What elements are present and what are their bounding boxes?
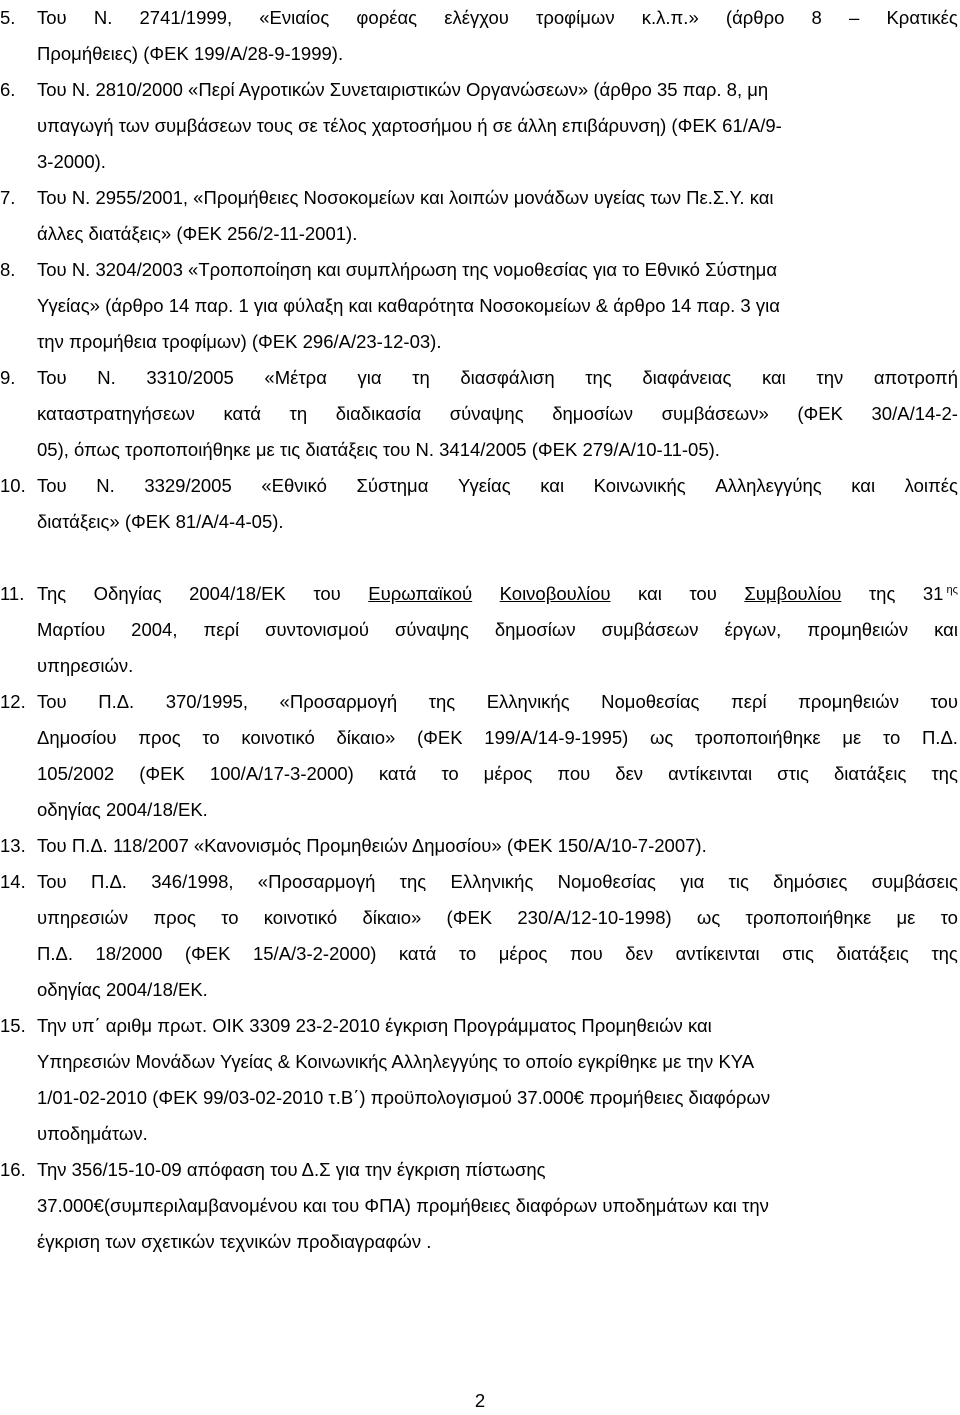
text-line: την προμήθεια τροφίμων) (ΦΕΚ 296/Α/23-12-03).	[37, 331, 442, 352]
word: συμβάσεων	[601, 619, 699, 640]
item-number: 14.	[0, 871, 26, 892]
word: Μαρτίου	[37, 619, 106, 640]
word: το	[458, 943, 477, 964]
text-line	[37, 396, 958, 432]
word: του	[689, 583, 717, 604]
list-item	[0, 360, 958, 468]
word: και	[761, 367, 786, 388]
word: 346/1998,	[151, 871, 234, 892]
word: της	[931, 763, 958, 784]
item-text	[37, 180, 958, 252]
word: 2741/1999,	[139, 7, 233, 28]
word: για	[680, 871, 705, 892]
word: προς	[153, 907, 196, 928]
word: με	[896, 907, 916, 928]
word: «Μέτρα	[264, 367, 327, 388]
word: διατάξεις	[833, 763, 907, 784]
word: το	[940, 907, 958, 928]
word: της	[585, 367, 612, 388]
word: τροποποιήθηκε	[745, 907, 872, 928]
text-line: 05), όπως τροποποιήθηκε με τις διατάξεις του Ν. 3414/2005 (ΦΕΚ 279/Α/10-11-05).	[37, 439, 720, 460]
text-line: Του Ν. 2810/2000 «Περί Αγροτικών Συνεταιριστικών Οργανώσεων» (άρθρο 35 παρ. 8, μη	[37, 79, 769, 100]
text-line	[37, 360, 958, 396]
text-line	[37, 720, 958, 756]
text-line: υπαγωγή των συμβάσεων τους σε τέλος χαρτοσήμου ή σε άλλη επιβάρυνση) (ΦΕΚ 61/Α/9-	[37, 115, 782, 136]
word: κοινοτικό	[263, 907, 338, 928]
list-item	[0, 576, 958, 684]
item-number: 7.	[0, 187, 16, 208]
item-number: 5.	[0, 7, 16, 28]
word: τροφίμων	[536, 7, 615, 28]
word: κ.λ.π.»	[641, 7, 699, 28]
word: Π.Δ.	[98, 691, 135, 712]
word: Κοινωνικής	[593, 475, 686, 496]
word: –	[849, 7, 860, 28]
item-text	[37, 1008, 958, 1152]
text-line: οδηγίας 2004/18/ΕΚ.	[37, 799, 208, 820]
word: διατάξεις	[836, 943, 909, 964]
word: «Εθνικό	[261, 475, 327, 496]
item-text	[37, 684, 958, 828]
word: τη	[412, 367, 430, 388]
word: 105/2002	[37, 763, 115, 784]
text-line: Του Π.Δ. 118/2007 «Κανονισμός Προμηθειών Δημοσίου» (ΦΕΚ 150/Α/10-7-2007).	[37, 835, 707, 856]
word: δημοσίων	[552, 403, 633, 424]
word: το	[221, 907, 239, 928]
word: 18/2000	[95, 943, 163, 964]
word: υπηρεσιών	[37, 907, 129, 928]
text-line	[37, 576, 958, 612]
list-item	[0, 180, 958, 252]
word: και	[851, 475, 876, 496]
word: Συμβουλίου	[744, 583, 842, 604]
text-line: οδηγίας 2004/18/ΕΚ.	[37, 979, 208, 1000]
word: διαφάνειας	[642, 367, 732, 388]
word: αντίκεινται	[668, 763, 753, 784]
text-line: Του Ν. 2955/2001, «Προμήθειες Νοσοκομείων και λοιπών μονάδων υγείας των Πε.Σ.Υ. και	[37, 187, 774, 208]
word: «Προσαρμογή	[257, 871, 376, 892]
word: Νομοθεσίας	[557, 871, 656, 892]
word: (άρθρο	[725, 7, 785, 28]
word: 15/Α/3-2-2000)	[252, 943, 377, 964]
word: και	[934, 619, 958, 640]
word: 30/Α/14-2-	[871, 403, 958, 424]
text-line: 1/01-02-2010 (ΦΕΚ 99/03-02-2010 τ.Β΄) προϋπολογισμού 37.000€ προμήθειες διαφόρων	[37, 1087, 771, 1108]
text-line: υποδημάτων.	[37, 1123, 148, 1144]
word: κατά	[398, 943, 437, 964]
word: στις	[777, 763, 809, 784]
text-line: Υγείας» (άρθρο 14 παρ. 1 για φύλαξη και καθαρότητα Νοσοκομείων & άρθρο 14 παρ. 3 για	[37, 295, 780, 316]
item-number: 16.	[0, 1159, 26, 1180]
word: περί	[203, 619, 240, 640]
word: κατά	[223, 403, 261, 424]
word: προς	[138, 727, 181, 748]
item-text	[37, 252, 958, 360]
text-line: Του Ν. 3204/2003 «Τροποποίηση και συμπλήρωση της νομοθεσίας για το Εθνικό Σύστημα	[37, 259, 778, 280]
item-number: 13.	[0, 835, 26, 856]
word: Σύστημα	[356, 475, 429, 496]
word: δεν	[615, 763, 644, 784]
word: «Ενιαίος	[259, 7, 330, 28]
word: Του	[37, 871, 67, 892]
list-item	[0, 72, 958, 180]
word: τη	[289, 403, 308, 424]
word: και	[638, 583, 662, 604]
page-number: 2	[474, 1390, 486, 1411]
word: την	[816, 367, 844, 388]
word: προμηθειών	[798, 691, 899, 712]
word: στις	[782, 943, 814, 964]
word: σύναψης	[395, 619, 469, 640]
word: Του	[37, 475, 67, 496]
word: 3310/2005	[146, 367, 234, 388]
word: αποτροπή	[873, 367, 958, 388]
item-number: 6.	[0, 79, 16, 100]
item-text	[37, 468, 958, 540]
item-number: 15.	[0, 1015, 26, 1036]
word: με	[842, 727, 862, 748]
word: 2004,	[131, 619, 178, 640]
text-line: 37.000€(συμπεριλαμβανομένου και του ΦΠΑ) προμήθειες διαφόρων υποδημάτων και την	[37, 1195, 769, 1216]
word: 31 $^{\eta\varsigma}$	[922, 583, 958, 604]
word: (ΦΕΚ	[184, 943, 231, 964]
item-text	[37, 72, 958, 180]
text-line	[37, 936, 958, 972]
text-line: Την υπ΄ αριθμ πρωτ. ΟΙΚ 3309 23-2-2010 έγκριση Προγράμματος Προμηθειών και	[37, 1015, 712, 1036]
text-line: 3-2000).	[37, 151, 106, 172]
text-line: Την 356/15-10-09 απόφαση του Δ.Σ για την έγκριση πίστωσης	[37, 1159, 546, 1180]
word: προμηθειών	[807, 619, 909, 640]
word: Του	[37, 367, 67, 388]
word: ως	[649, 727, 674, 748]
word: μέρος	[498, 943, 548, 964]
word: ως	[696, 907, 721, 928]
item-number: 8.	[0, 259, 16, 280]
word: Του	[37, 7, 67, 28]
list-item	[0, 828, 958, 864]
word: τις	[728, 871, 749, 892]
text-line	[37, 0, 958, 36]
word: Της	[37, 583, 67, 604]
text-line	[37, 684, 958, 720]
word: σύναψης	[449, 403, 524, 424]
word: Υγείας	[457, 475, 511, 496]
word: που	[557, 763, 591, 784]
word: Ν.	[96, 475, 115, 496]
text-line	[37, 864, 958, 900]
word: συμβάσεις	[871, 871, 958, 892]
word: κατά	[378, 763, 417, 784]
text-line: Υπηρεσιών Μονάδων Υγείας & Κοινωνικής Αλληλεγγύης το οποίο εγκρίθηκε με την ΚΥΑ	[37, 1051, 755, 1072]
word: Δημοσίου	[37, 727, 117, 748]
word: της	[399, 871, 427, 892]
word: (ΦΕΚ	[417, 727, 463, 748]
text-line: Προμήθειες) (ΦΕΚ 199/Α/28-9-1999).	[37, 43, 344, 64]
word: περί	[730, 691, 767, 712]
word: για	[357, 367, 382, 388]
word: «Προσαρμογή	[279, 691, 398, 712]
word: (ΦΕΚ	[139, 763, 185, 784]
word: φορέας	[356, 7, 418, 28]
word: 8	[811, 7, 822, 28]
word: 3329/2005	[144, 475, 232, 496]
word: 230/Α/12-10-1998)	[517, 907, 672, 928]
word: διαδικασία	[335, 403, 422, 424]
word: δημοσίων	[494, 619, 576, 640]
word: 100/Α/17-3-2000)	[209, 763, 354, 784]
item-number: 12.	[0, 691, 26, 712]
word: του	[313, 583, 341, 604]
word: αντίκεινται	[675, 943, 760, 964]
word: δίκαιο»	[362, 907, 422, 928]
list-item	[0, 1152, 958, 1260]
word: Π.Δ.	[90, 871, 127, 892]
text-line: υπηρεσιών.	[37, 655, 134, 676]
word: το	[882, 727, 901, 748]
text-line	[37, 900, 958, 936]
word: Ν.	[97, 367, 116, 388]
word: μέρος	[483, 763, 533, 784]
list-item	[0, 864, 958, 1008]
word: Π.Δ.	[37, 943, 73, 964]
word: του	[930, 691, 958, 712]
word: το	[441, 763, 459, 784]
word: Αλληλεγγύης	[715, 475, 822, 496]
word: ελέγχου	[444, 7, 509, 28]
word: κοινοτικό	[241, 727, 315, 748]
word: και	[540, 475, 565, 496]
word: της	[428, 691, 456, 712]
word: διασφάλιση	[460, 367, 555, 388]
word: 370/1995,	[165, 691, 249, 712]
text-line	[37, 468, 958, 504]
word: που	[569, 943, 603, 964]
word: 199/Α/14-9-1995)	[484, 727, 629, 748]
word: Κοινοβουλίου	[499, 583, 611, 604]
text-line	[37, 612, 958, 648]
word: λοιπές	[904, 475, 958, 496]
item-text	[37, 576, 958, 684]
word: το	[202, 727, 220, 748]
item-text	[37, 828, 958, 864]
word: δημόσιες	[773, 871, 848, 892]
list-item	[0, 1008, 958, 1152]
word: Ευρωπαϊκού	[368, 583, 473, 604]
text-line	[37, 756, 958, 792]
word: δίκαιο»	[336, 727, 396, 748]
word: καταστρατηγήσεων	[37, 403, 195, 424]
word: Ελληνικής	[450, 871, 534, 892]
word: Π.Δ.	[921, 727, 958, 748]
item-number: 9.	[0, 367, 16, 388]
list-item	[0, 468, 958, 540]
item-text	[37, 360, 958, 468]
word: συντονισμού	[265, 619, 370, 640]
word: τροποποιήθηκε	[695, 727, 821, 748]
word: Ελληνικής	[486, 691, 570, 712]
ordinal-superscript: ης	[943, 583, 958, 596]
item-number: 10.	[0, 475, 26, 496]
item-text	[37, 864, 958, 1008]
word: Ν.	[93, 7, 113, 28]
item-text	[37, 1152, 958, 1260]
word: δεν	[625, 943, 654, 964]
word: Κρατικές	[886, 7, 958, 28]
word: της	[931, 943, 958, 964]
word: της	[868, 583, 896, 604]
word: έργων,	[724, 619, 782, 640]
list-item	[0, 684, 958, 828]
text-line: έγκριση των σχετικών τεχνικών προδιαγραφών .	[37, 1231, 432, 1252]
word: Οδηγίας	[93, 583, 162, 604]
word: (ΦΕΚ	[797, 403, 843, 424]
word: 2004/18/ΕΚ	[189, 583, 286, 604]
text-line: άλλες διατάξεις» (ΦΕΚ 256/2-11-2001).	[37, 223, 358, 244]
word: Του	[37, 691, 67, 712]
word: Νομοθεσίας	[601, 691, 700, 712]
word: συμβάσεων»	[661, 403, 769, 424]
text-line: διατάξεις» (ΦΕΚ 81/Α/4-4-05).	[37, 511, 284, 532]
list-item	[0, 0, 958, 72]
list-item	[0, 252, 958, 360]
item-text	[37, 0, 958, 72]
word: (ΦΕΚ	[446, 907, 493, 928]
item-number: 11.	[0, 583, 25, 604]
